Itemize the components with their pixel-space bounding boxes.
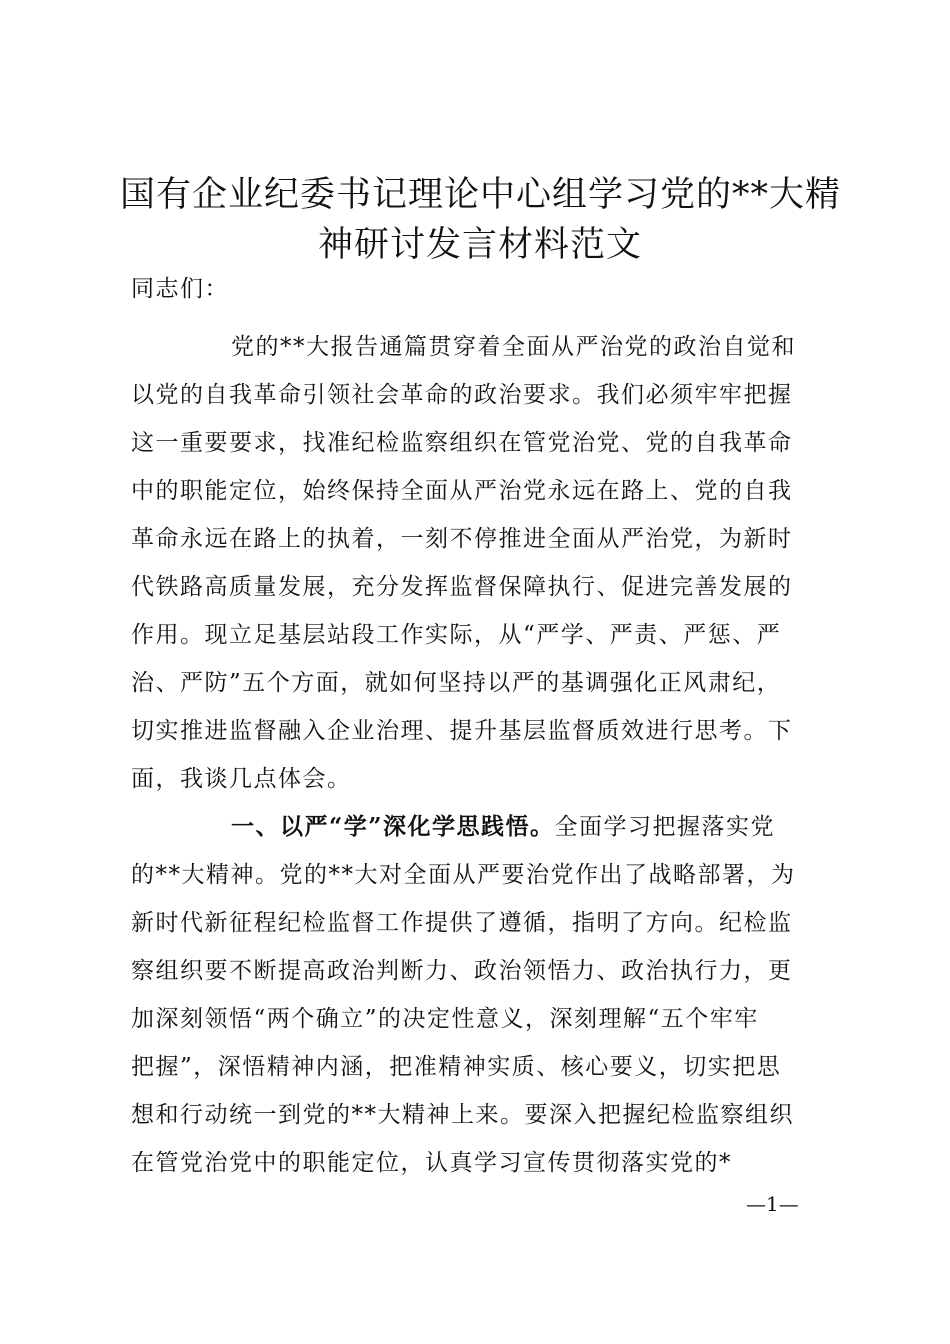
section-heading: 一、以严“学”深化学思践悟。 xyxy=(231,813,555,840)
paragraph-2 xyxy=(131,803,826,1187)
paragraph-1-line: 面，我谈几点体会。 xyxy=(131,766,352,792)
paragraph-1-line: 党的**大报告通篇贯穿着全面从严治党的政治自觉和 xyxy=(231,334,796,360)
paragraph-2-line: 新时代新征程纪检监督工作提供了遵循，指明了方向。纪检监 xyxy=(131,910,793,936)
paragraph-1-line: 这一重要要求，找准纪检监察组织在管党治党、党的自我革命 xyxy=(131,430,793,456)
paragraph-1-line: 治、严防”五个方面，就如何坚持以严的基调强化正风肃纪， xyxy=(131,670,782,696)
title-line-1: 国有企业纪委书记理论中心组学习党的**大精 xyxy=(120,175,842,215)
document-title xyxy=(120,170,840,270)
paragraph-2-line: 的**大精神。党的**大对全面从严要治党作出了战略部署，为 xyxy=(131,862,796,888)
paragraph-2-line: 加深刻领悟“两个确立”的决定性意义，深刻理解“五个牢牢 xyxy=(131,1006,759,1032)
greeting: 同志们： xyxy=(131,276,229,302)
paragraph-1-line: 革命永远在路上的执着，一刻不停推进全面从严治党，为新时 xyxy=(131,526,793,552)
paragraph-2-line: 察组织要不断提高政治判断力、政治领悟力、政治执行力，更 xyxy=(131,958,793,984)
page-number: —1— xyxy=(746,1192,799,1216)
paragraph-2-first-line-rest: 全面学习把握落实党 xyxy=(554,814,775,840)
paragraph-1 xyxy=(131,323,826,803)
title-line-2: 神研讨发言材料范文 xyxy=(317,225,642,265)
paragraph-2-line: 想和行动统一到党的**大精神上来。要深入把握纪检监察组织 xyxy=(131,1102,794,1128)
document-body xyxy=(131,265,826,1187)
paragraph-2-line: 把握”，深悟精神内涵，把准精神实质、核心要义，切实把思 xyxy=(131,1054,782,1080)
paragraph-2-line: 在管党治党中的职能定位，认真学习宣传贯彻落实党的* xyxy=(131,1150,732,1176)
paragraph-1-line: 代铁路高质量发展，充分发挥监督保障执行、促进完善发展的 xyxy=(131,574,793,600)
paragraph-1-line: 作用。现立足基层站段工作实际，从“严学、严责、严惩、严 xyxy=(131,622,782,648)
paragraph-1-line: 中的职能定位，始终保持全面从严治党永远在路上、党的自我 xyxy=(131,478,793,504)
paragraph-2-first-line xyxy=(131,803,826,851)
paragraph-1-line: 切实推进监督融入企业治理、提升基层监督质效进行思考。下 xyxy=(131,718,793,744)
paragraph-1-line: 以党的自我革命引领社会革命的政治要求。我们必须牢牢把握 xyxy=(131,382,793,408)
